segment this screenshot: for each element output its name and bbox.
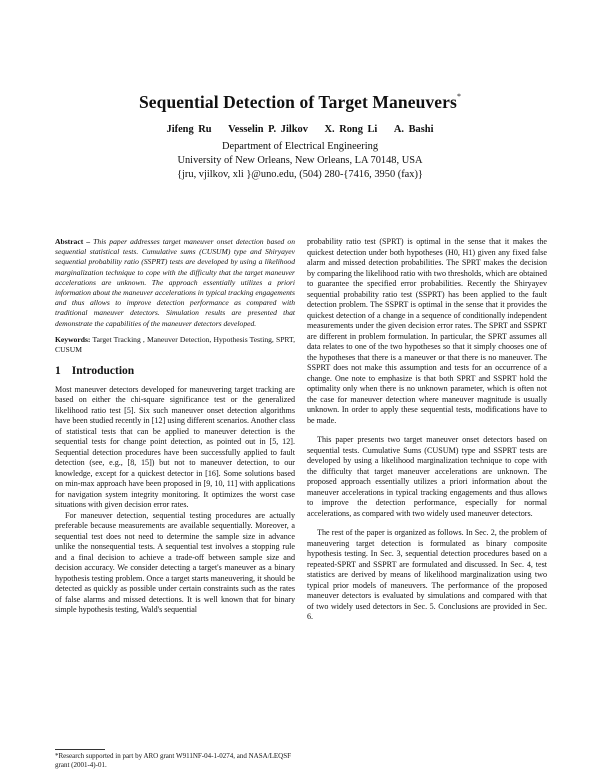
body-paragraph: Most maneuver detectors developed for maneuvering target tracking are based on either the chi-square significance test or the generalized likelihood ratio test [5]. Six such maneuver onset detection algorithms have been studied recently in [12] using different scenarios. Another class of statistical tests that can be applied to maneuver detection is the sequential tests for change point detection, as pointed out in [5, 12]. Sequential detection procedures have been successfully applied to fault detection (see, e.g., [8, 15]) but not to maneuver detection, to our knowledge, except for a quickest detector in [16]. Some solutions based on min-max approach have been proposed in [9, 10, 11] with applications for navigation system integrity monitoring. It optimizes the worst case situations with given decision error rates. xyxy=(55,384,295,510)
keywords xyxy=(55,335,295,355)
section-number: 1 xyxy=(55,365,61,378)
section-heading xyxy=(55,366,295,377)
department: Department of Electrical Engineering xyxy=(221,141,379,152)
abstract-label: Abstract – xyxy=(55,237,91,246)
body-paragraph: The rest of the paper is organized as follows. In Sec. 2, the problem of maneuvering target detection is formulated as binary composite hypothesis testing. In Sec. 3, sequential detection procedures based on a repeated-SPRT and SSPRT are formulated and discussed. In Sec. 4, test statistics are derived by means of likelihood marginalization using two typical prior models of maneuvers. The performance of the proposed maneuver detectors is evaluated by simulations and compared with that of two widely used detectors in Sec. 5. Conclusions are provided in Sec. 6. xyxy=(307,528,547,621)
author-list xyxy=(0,124,600,135)
author-name: A. Bashi xyxy=(393,124,434,135)
paper-title: Sequential Detection of Target Maneuvers* xyxy=(138,92,462,112)
title-footnote-mark: * xyxy=(456,92,462,101)
keywords-text: Target Tracking , Maneuver Detection, Hypothesis Testing, SPRT, CUSUM xyxy=(55,334,296,355)
abstract-text: This paper addresses target maneuver onset detection based on sequential statistical tests. Cumulative sums (CUSUM) type and Shiryayev sequential probability ratio (SSPRT) tests are developed by using a likelihood marginalization technique to cope with the difficulty that the target maneuver accelerations are unknown. The approach essentially utilizes a priori information about the maneuver accelerations in typical tracking engagements and thus allows to improve detection performance as compared with traditional maneuver detectors. Simulation results are presented that demonstrate the capabilities of the maneuver detectors developed. xyxy=(55,237,295,328)
body-paragraph: This paper presents two target maneuver onset detectors based on sequential tests. Cumulative Sums (CUSUM) type and SSPRT tests are developed by using a likelihood marginalization technique to cope with the difficulty that target maneuver accelerations are unknown. The proposed approach essentially utilizes a priori information about the maneuver accelerations in typical tracking engagements and thus allows to improve the detection performance, especially for normal accelerations, as compared with two widely used maneuver detectors. xyxy=(307,435,547,518)
keywords-label: Keywords: xyxy=(55,334,91,344)
author-name: Vesselin P. Jilkov xyxy=(228,124,308,135)
right-column xyxy=(307,237,547,623)
body-paragraph: probability ratio test (SPRT) is optimal in the sense that it makes the quickest detection under both hypotheses (H0, H1) given any fixed false alarm and missed detection probabilities. The SPRT makes the decision by comparing the likelihood ratio with two thresholds, which are obtained to guarantee the specified error probabilities. Recently the Shiryayev sequential probability ratio test (SSPRT) has been applied to the fault detection problem. The SSPRT is optimal in the sense that it provides the quickest detection of a change in a sequence of conditionally independent measurements under the given decision error rates. The SPRT and SSPRT are different in problem formulation. In particular, the SPRT assumes all data relates to one of the two hypotheses so that it simply chooses one of the hypotheses that there is a maneuver or that there is no maneuver. The SSPRT does not make this assumption and tests for an occurrence of a change. One note to emphasize is that both SPRT and SSPRT hold the optimality only when there is no unknown parameter, which is often not the case for maneuver detection where maneuver magnitude is usually unknown. In order to apply these sequential tests, modifications have to be made. xyxy=(307,237,547,425)
section-title: Introduction xyxy=(71,365,135,378)
author-name: Jifeng Ru xyxy=(166,124,212,135)
author-name: X. Rong Li xyxy=(324,124,378,135)
university: University of New Orleans, New Orleans, LA 70148, USA xyxy=(177,155,423,166)
footnote-rule xyxy=(55,749,105,750)
left-column xyxy=(55,237,295,616)
footnote: *Research supported in part by ARO grant W911NF-04-1-0274, and NASA/LEQSF grant (2001-4)-01. xyxy=(55,752,292,769)
contact-info: {jru, vjilkov, xli }@uno.edu, (504) 280-{7416, 3950 (fax)} xyxy=(177,169,423,180)
body-paragraph: For maneuver detection, sequential testing procedures are actually preferable because measurements are available sequentially. Moreover, a sequential test does not need to determine the sample size in advance unlike the nonsequential tests. A sequential test involves a stopping rule and a final decision to achieve a trade-off between sample size and decision accuracy. We consider detecting a target's maneuver as a binary hypothesis testing problem. Once a target starts maneuvering, it should be detected as quickly as possible under certain constraints such as the rates of false alarms and missed detections. It is well known that for binary simple hypothesis testing, Wald's sequential xyxy=(55,510,295,615)
abstract xyxy=(55,237,295,329)
affiliation-block xyxy=(0,140,600,182)
